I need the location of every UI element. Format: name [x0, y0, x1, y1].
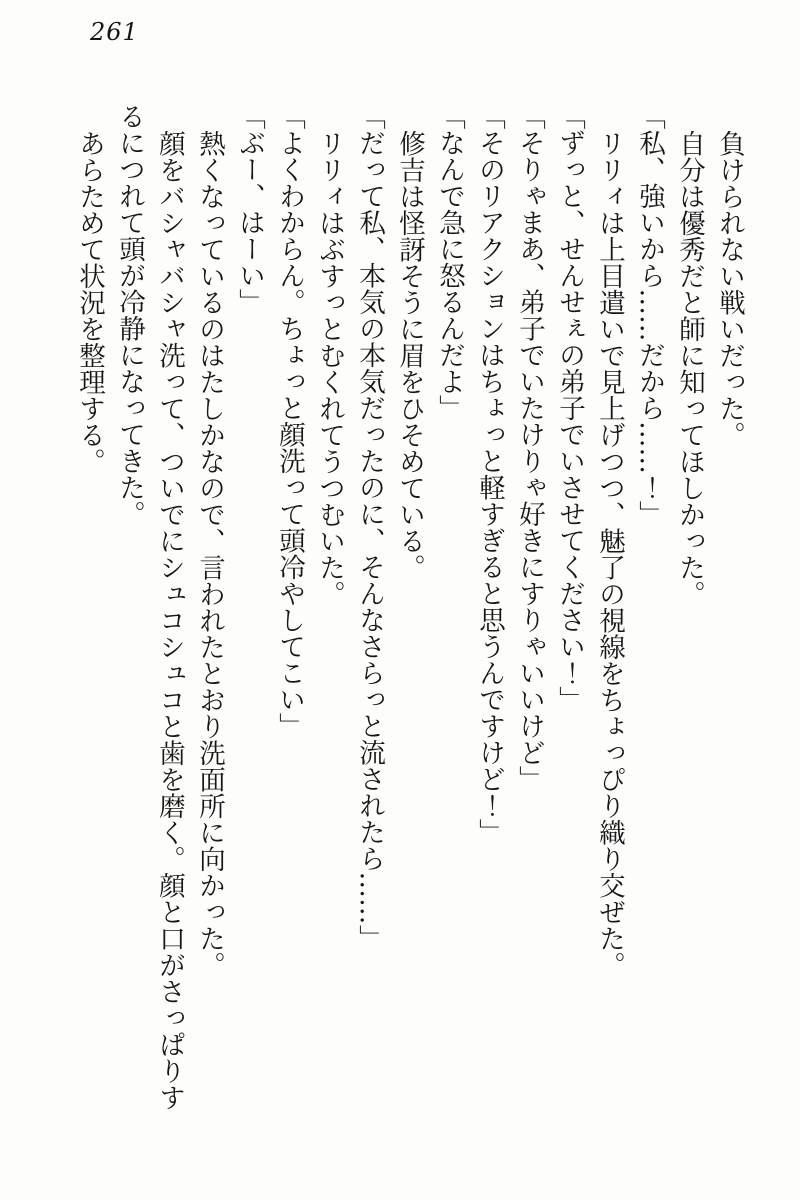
paragraph: 顔をバシャバシャ洗って、ついでにシュコシュコと歯を磨く。顔と口がさっぱりするにつれて頭が冷静になってきた。 — [114, 103, 185, 1110]
paragraph: 「ずっと、せんせぇの弟子でいさせてください！」 — [554, 103, 585, 713]
paragraph: リリィはぶすっとむくれてうつむいた。 — [314, 129, 345, 607]
paragraph: リリィは上目遣いで見上げつつ、魅了の視線をちょっぴり織り交ぜた。 — [594, 129, 625, 978]
paragraph: 修吉は怪訝そうに眉をひそめている。 — [394, 129, 425, 580]
paragraph: あらためて状況を整理する。 — [74, 129, 105, 474]
paragraph: 「だって私、本気の本気だったのに、そんなさらっと流されたら……」 — [354, 103, 385, 951]
paragraph: 「ぶー、はーい」 — [234, 103, 265, 315]
paragraph: 自分は優秀だと師に知ってほしかった。 — [674, 129, 705, 607]
page-number: 261 — [90, 18, 139, 46]
body-text — [69, 103, 749, 1113]
paragraph: 「よくわからん。ちょっと顔洗って頭冷やしてこい」 — [274, 103, 305, 739]
paragraph: 「なんで急に怒るんだよ」 — [434, 103, 465, 421]
paragraph: 「そのリアクションはちょっと軽すぎると思うんですけど！」 — [474, 103, 505, 845]
paragraph: 熱くなっているのはたしかなので、言われたとおり洗面所に向かった。 — [194, 129, 225, 978]
paragraph: 「私、強いから……だから……！」 — [634, 103, 665, 527]
paragraph: 「そりゃまあ、弟子でいたけりゃ好きにすりゃいいけど」 — [514, 103, 545, 792]
paragraph: 負けられない戦いだった。 — [714, 129, 745, 448]
